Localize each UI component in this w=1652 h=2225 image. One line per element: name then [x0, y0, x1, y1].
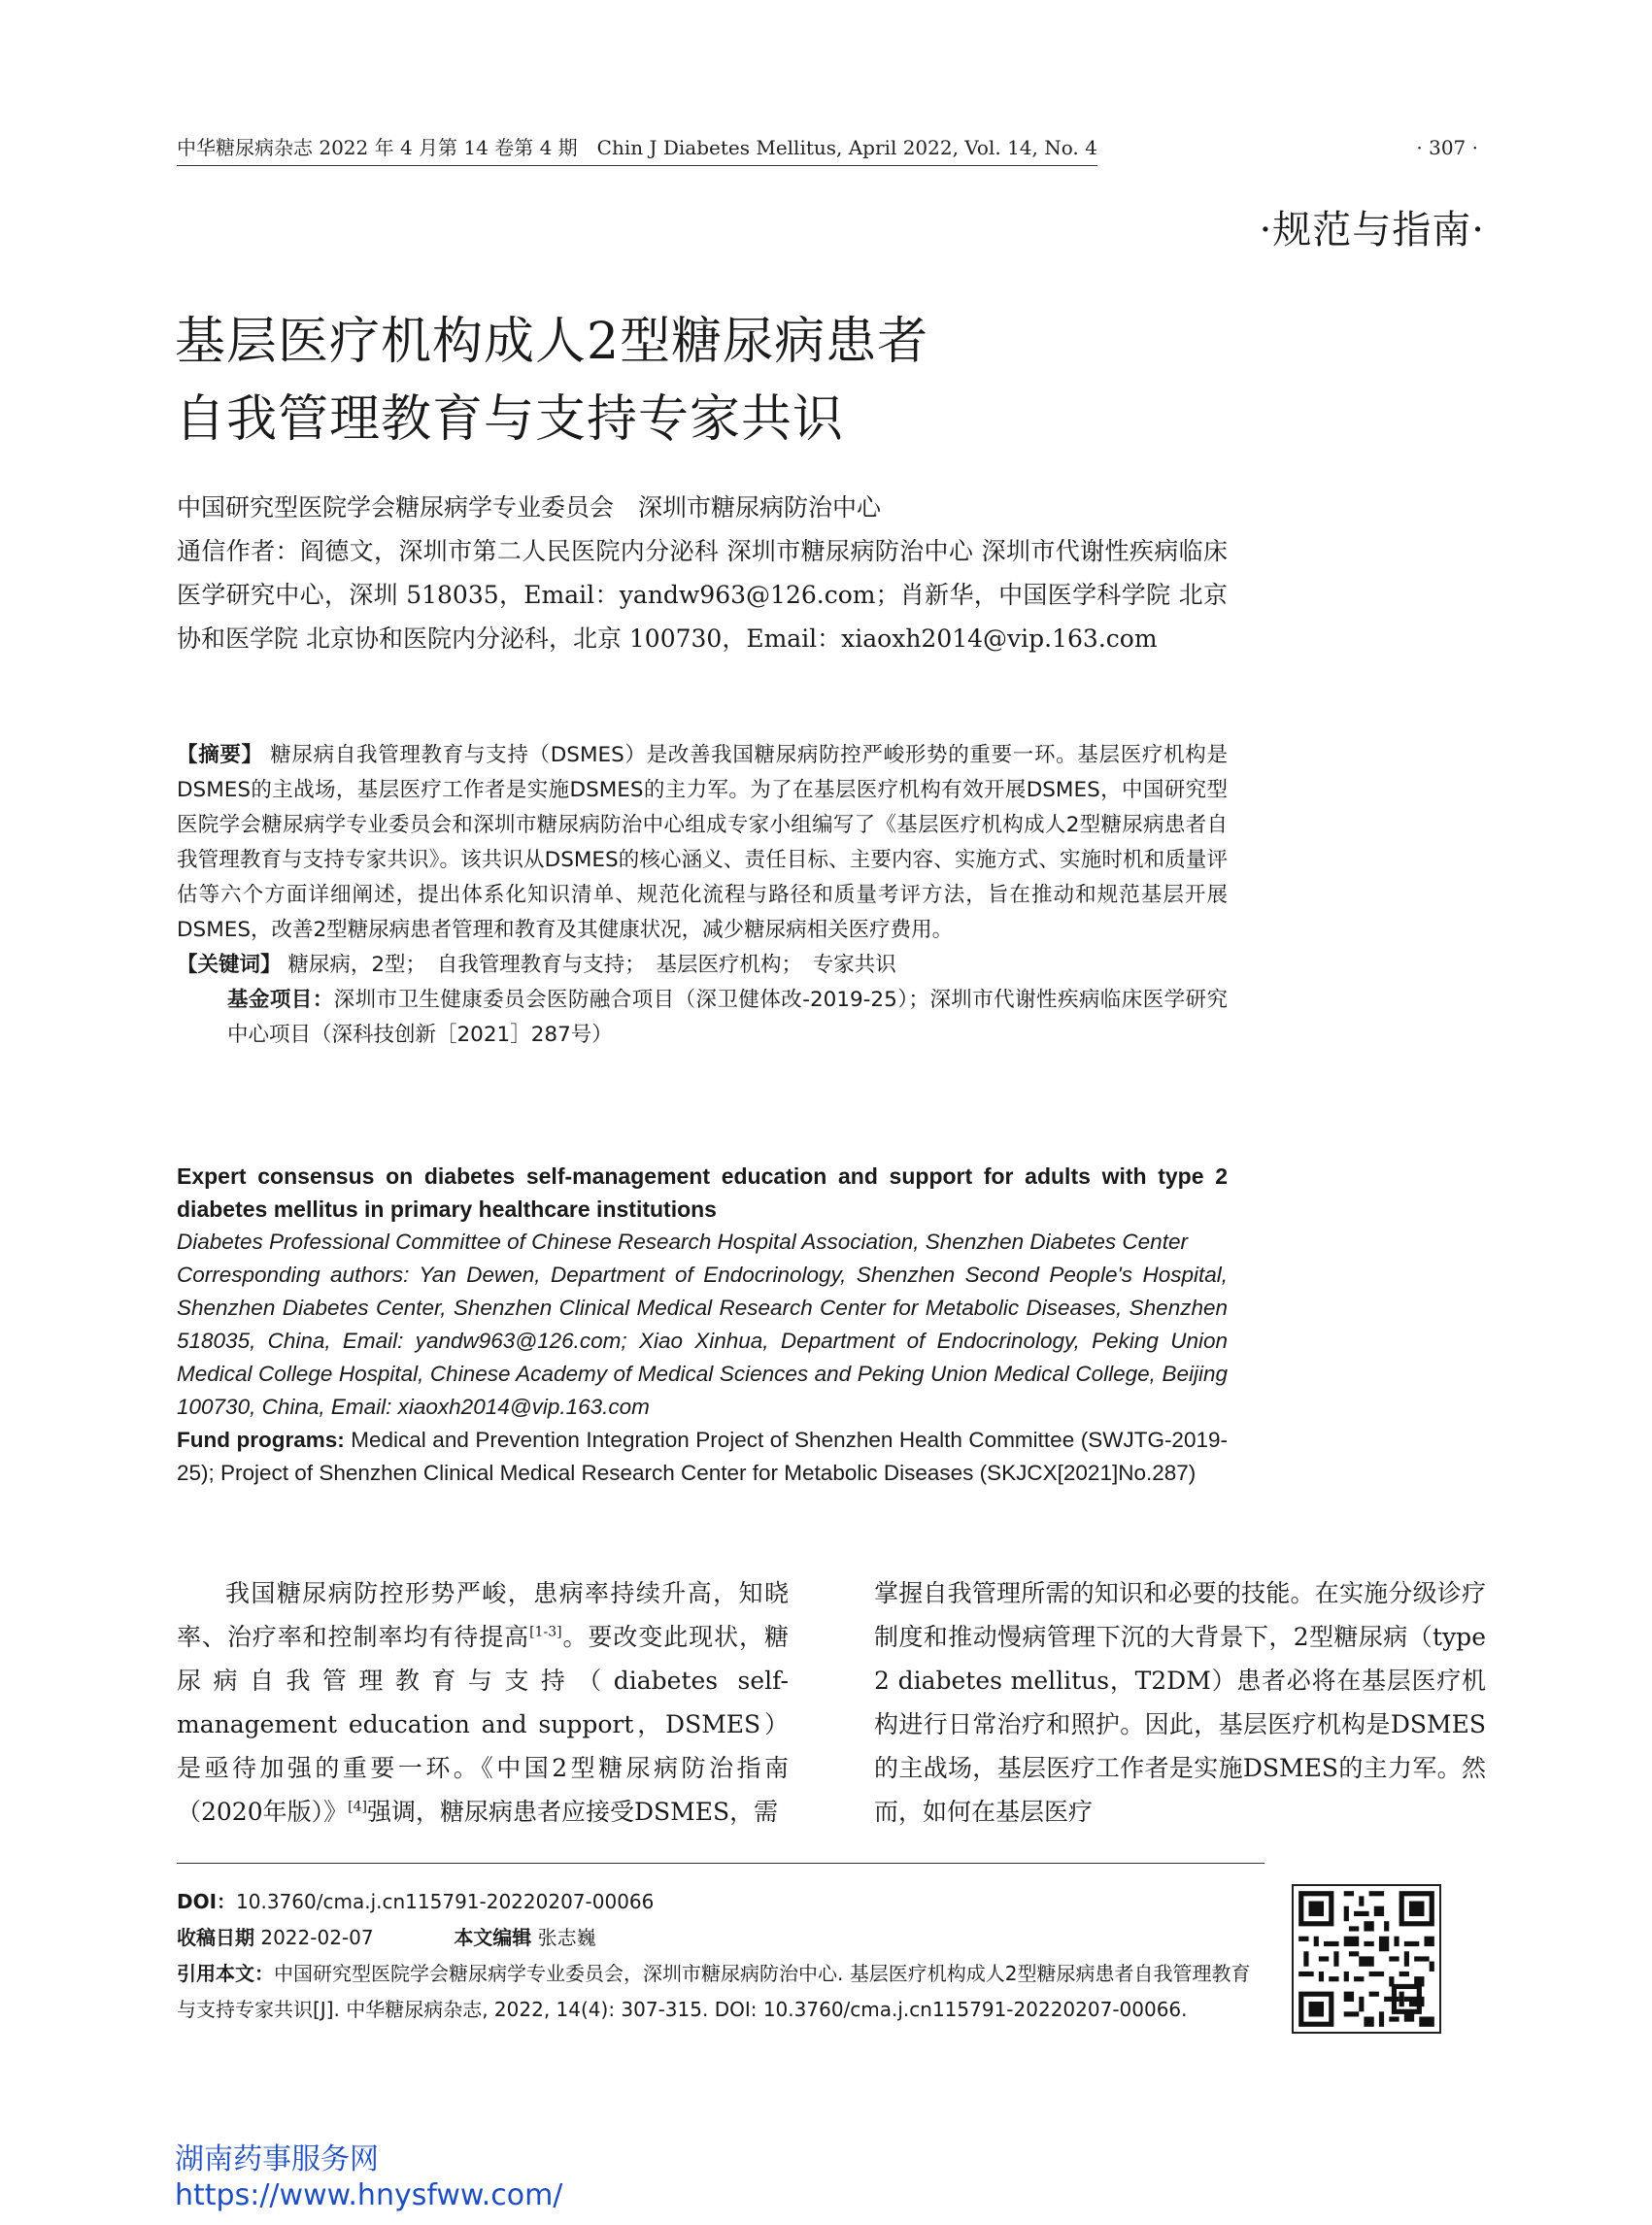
citation-ref[interactable]: [1-3] [529, 1624, 562, 1640]
body-text: 我国糖尿病防控形势严峻，患病率持续升高，知晓率、治疗率和控制率均有待提高 [177, 1579, 789, 1651]
chinese-abstract [177, 738, 1228, 1053]
editor-name: 张志巍 [537, 1926, 596, 1949]
editor-label: 本文编辑 [454, 1926, 532, 1949]
body-text: 。要改变此现状，糖尿病自我管理教育与支持（diabetes self-management education and support，DSMES）是亟待加强的重要一环。《中国2型糖尿病防治指南（2020年版）》 [177, 1623, 789, 1826]
corresponding-authors: 通信作者：阎德文，深圳市第二人民医院内分泌科 深圳市糖尿病防治中心 深圳市代谢性疾病临床医学研究中心，深圳 518035，Email：yandw963@126.com；肖新华，中国医学科学院 北京协和医学院 北京协和医院内分泌科，北京 100730，Email：xiaoxh2014@vip.163.com [177, 537, 1228, 653]
citation-line [177, 1956, 1264, 2028]
english-organizations: Diabetes Professional Committee of Chinese Research Hospital Association, Shenzhen Diabetes Center [177, 1230, 1188, 1254]
english-abstract [177, 1160, 1228, 1490]
keywords-text: 糖尿病，2型； 自我管理教育与支持； 基层医疗机构； 专家共识 [287, 953, 896, 977]
doi-label: DOI： [177, 1890, 237, 1913]
keywords-label: 【关键词】 [177, 953, 282, 977]
qr-code[interactable] [1292, 1884, 1441, 2034]
doi-line [177, 1884, 1264, 1920]
received-editor-line [177, 1920, 1264, 1956]
body-paragraph [177, 1571, 789, 1834]
watermark [175, 2141, 562, 2213]
english-corresponding-authors: Corresponding authors: Yan Dewen, Department of Endocrinology, Shenzhen Second People's Hospital, Shenzhen Diabetes Center, Shenzhen Clinical Medical Research Center for Metabolic Diseases, Shenzhen 518035, China, Email: yandw963@126.com; Xiao Xinhua, Department of Endocrinology, Peking Union Medical College Hospital, Chinese Academy of Medical Sciences and Peking Union Medical College, Beijing 100730, China, Email: xiaoxh2014@vip.163.com [177, 1263, 1228, 1419]
english-title: Expert consensus on diabetes self-management education and support for adults with type 2 diabetes mellitus in primary healthcare institutions [177, 1163, 1228, 1222]
article-metadata [177, 1884, 1264, 2028]
doi-value[interactable]: 10.3760/cma.j.cn115791-20220207-00066 [236, 1890, 655, 1913]
english-fund-text: Medical and Prevention Integration Project of Shenzhen Health Committee (SWJTG-2019-25); Project of Shenzhen Clinical Medical Research Center for Metabolic Diseases (SKJCX[2021]No.287) [177, 1428, 1228, 1485]
footnote-divider [177, 1863, 1264, 1864]
section-tag: ·规范与指南· [1259, 208, 1485, 253]
article-title [175, 303, 928, 458]
fund-paragraph [177, 983, 1228, 1053]
cite-text: 中国研究型医院学会糖尿病学专业委员会，深圳市糖尿病防治中心. 基层医疗机构成人2型糖尿病患者自我管理教育与支持专家共识[J]. 中华糖尿病杂志, 2022, 14(4): 307-315. DOI: 10.3760/cma.j.cn115791-20220207-00066. [177, 1962, 1251, 2021]
keywords-paragraph [177, 948, 1228, 983]
journal-citation-header: 中华糖尿病杂志 2022 年 4 月第 14 卷第 4 期 Chin J Diabetes Mellitus, April 2022, Vol. 14, No. 4 [177, 134, 1097, 166]
received-date: 2022-02-07 [260, 1926, 374, 1949]
citation-ref[interactable]: [4] [348, 1799, 367, 1815]
article-title-line-2: 自我管理教育与支持专家共识 [175, 390, 845, 449]
page-number: · 307 · [1416, 136, 1478, 159]
watermark-site-name: 湖南药事服务网 [175, 2142, 379, 2176]
author-organizations: 中国研究型医院学会糖尿病学专业委员会 深圳市糖尿病防治中心 [177, 493, 882, 522]
abstract-paragraph [177, 738, 1228, 948]
body-column-right [874, 1571, 1486, 1834]
english-fund-label: Fund programs: [177, 1428, 345, 1452]
abstract-text: 糖尿病自我管理教育与支持（DSMES）是改善我国糖尿病防控严峻形势的重要一环。基层医疗机构是DSMES的主战场，基层医疗工作者是实施DSMES的主力军。为了在基层医疗机构有效开展DSMES，中国研究型医院学会糖尿病学专业委员会和深圳市糖尿病防治中心组成专家小组编写了《基层医疗机构成人2型糖尿病患者自我管理教育与支持专家共识》。该共识从DSMES的核心涵义、责任目标、主要内容、实施方式、实施时机和质量评估等六个方面详细阐述，提出体系化知识清单、规范化流程与路径和质量考评方法，旨在推动和规范基层开展DSMES，改善2型糖尿病患者管理和教育及其健康状况，减少糖尿病相关医疗费用。 [177, 743, 1228, 942]
qr-code-icon [1294, 1886, 1439, 2032]
author-block [177, 486, 1228, 660]
fund-text: 深圳市卫生健康委员会医防融合项目（深卫健体改-2019-25）；深圳市代谢性疾病临床医学研究中心项目（深科技创新［2021］287号） [227, 988, 1228, 1047]
english-fund-paragraph [177, 1424, 1228, 1490]
watermark-url[interactable]: https://www.hnysfww.com/ [175, 2178, 563, 2212]
received-label: 收稿日期 [177, 1926, 254, 1949]
article-title-line-1: 基层医疗机构成人2型糖尿病患者 [175, 313, 929, 371]
cite-label: 引用本文： [177, 1962, 274, 1985]
body-column-left [177, 1571, 789, 1834]
body-text: 强调，糖尿病患者应接受DSMES，需 [366, 1798, 779, 1826]
body-paragraph: 掌握自我管理所需的知识和必要的技能。在实施分级诊疗制度和推动慢病管理下沉的大背景下，2型糖尿病（type 2 diabetes mellitus，T2DM）患者必将在基层医疗机构进行日常治疗和照护。因此，基层医疗机构是DSMES的主战场，基层医疗工作者是实施DSMES的主力军。然而，如何在基层医疗 [874, 1579, 1486, 1826]
abstract-label: 【摘要】 [177, 743, 263, 767]
fund-label: 基金项目： [227, 988, 334, 1012]
